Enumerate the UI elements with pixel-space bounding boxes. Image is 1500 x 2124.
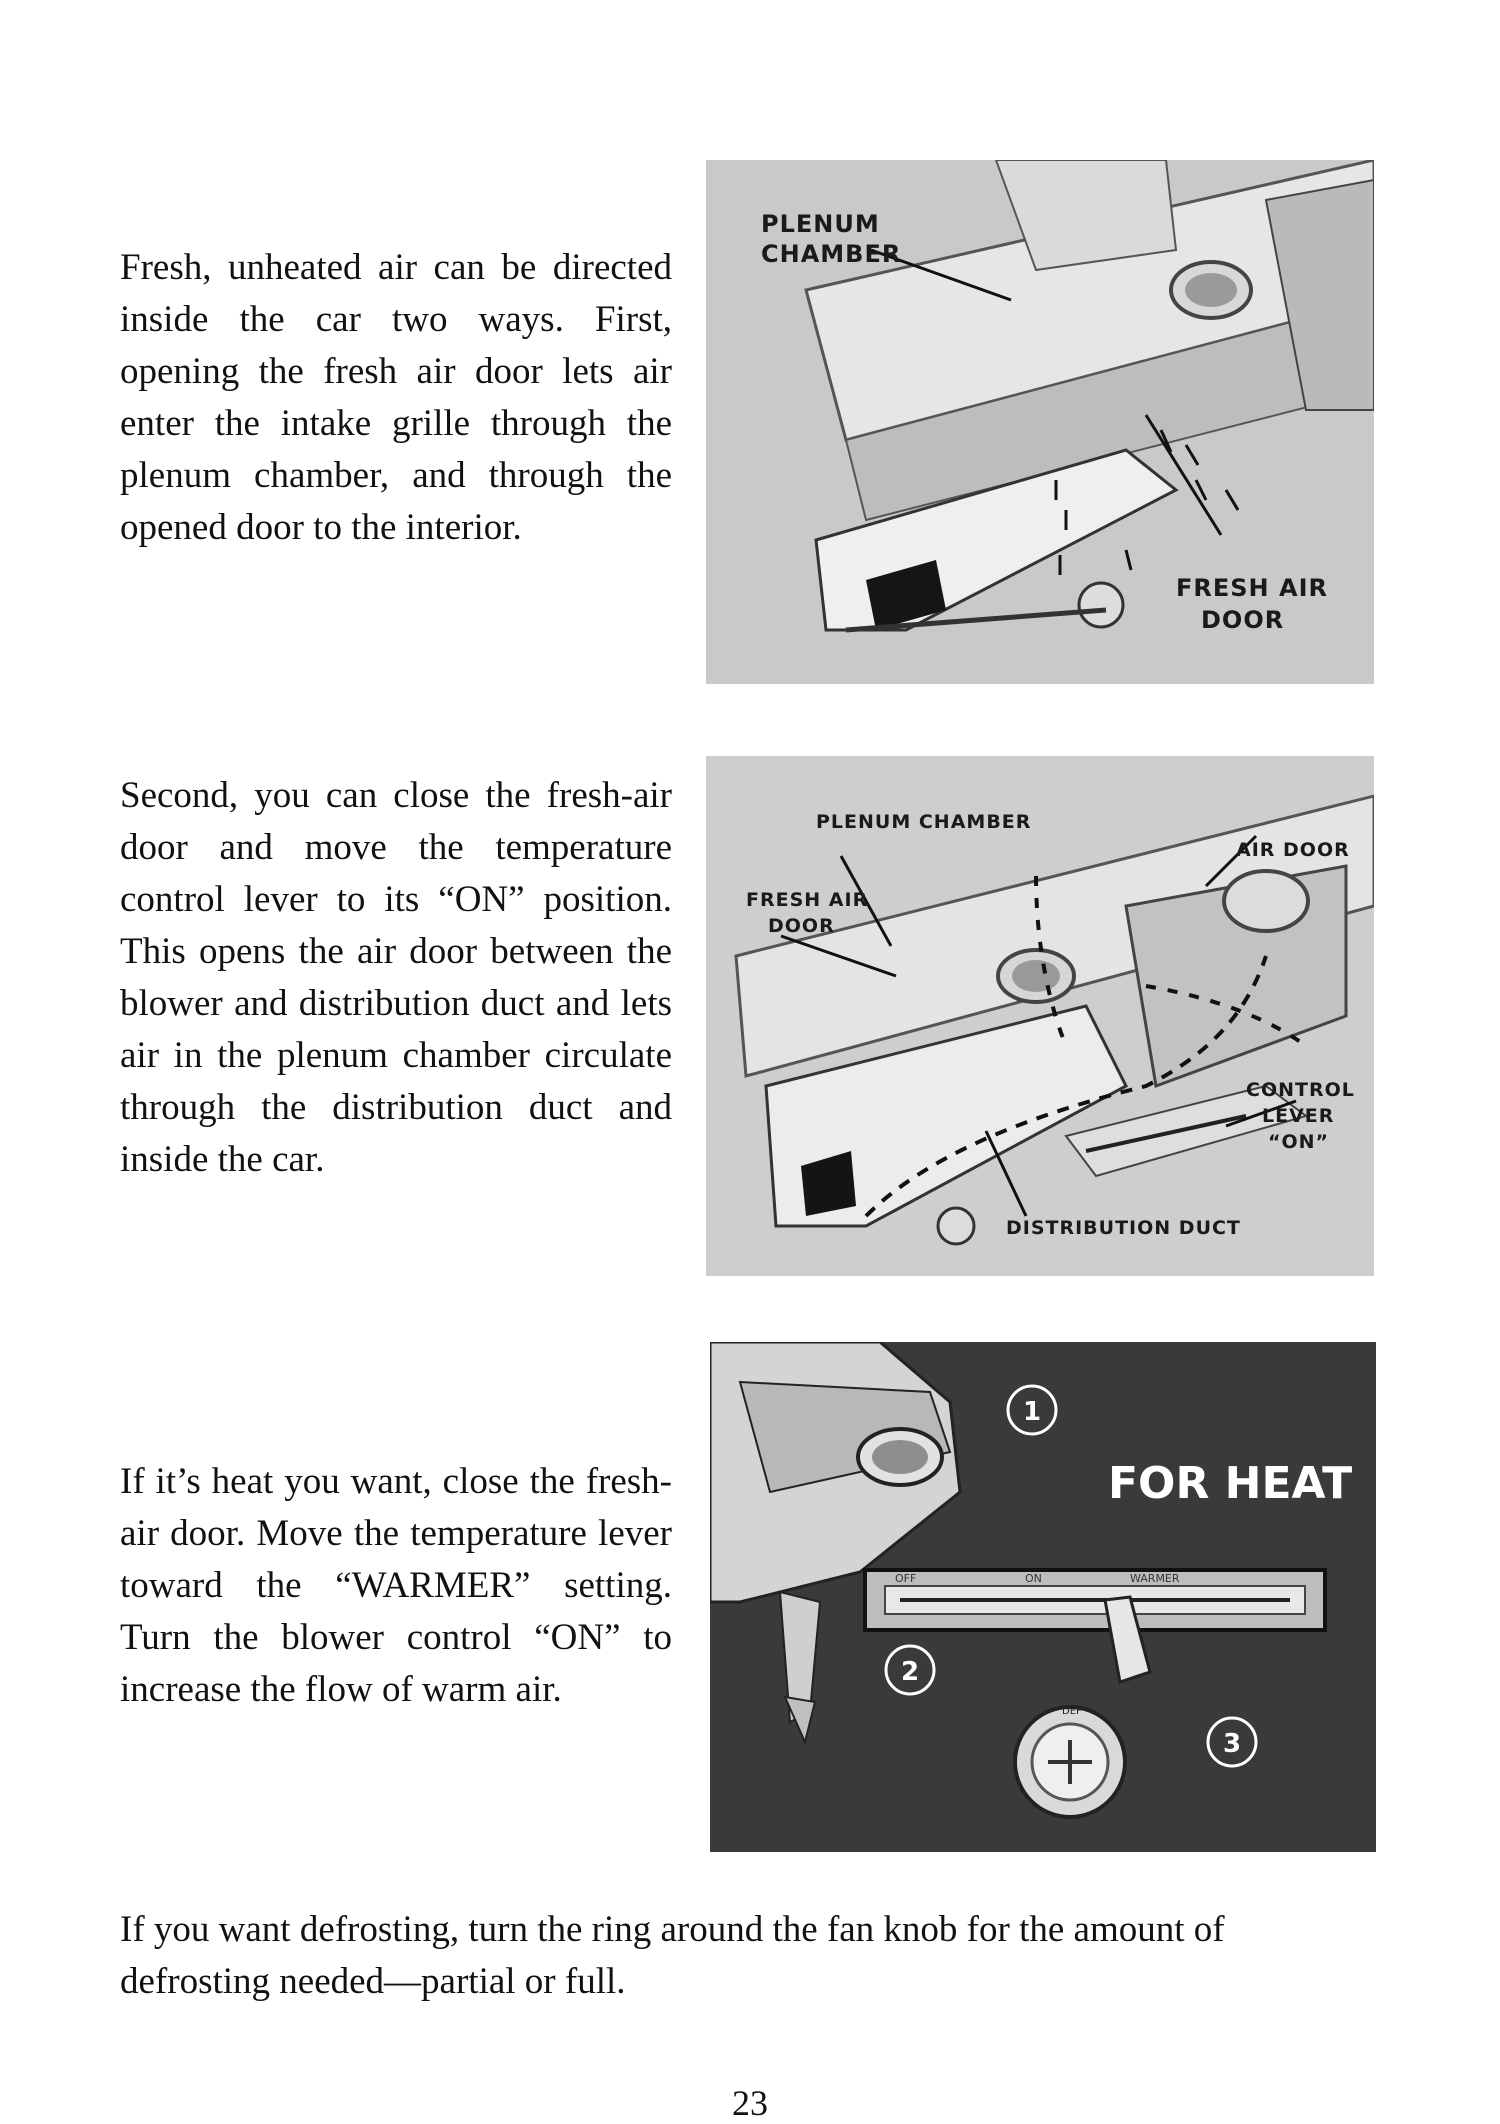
- distribution-duct-diagram: [706, 756, 1374, 1276]
- callout-3-number: 3: [1222, 1729, 1242, 1759]
- paragraph-defrosting: If you want defrosting, turn the ring around the fan knob for the amount of defrosting needed—partial or full.: [120, 1909, 1225, 2002]
- for-heat-title: FOR HEAT: [1108, 1458, 1353, 1509]
- figure-fresh-air-door: [706, 160, 1374, 684]
- label-distribution-duct: DISTRIBUTION DUCT: [1006, 1217, 1241, 1239]
- paragraph-fresh-air: Fresh, unheated air can be directed inside the car two ways. First, opening the fresh air door lets air enter the intake grille through the plenum chamber, and through the opened door to the interior.: [120, 247, 672, 548]
- label-control-line2: LEVER: [1262, 1105, 1335, 1127]
- label-fresh-air-line1: FRESH AIR: [1176, 574, 1328, 602]
- fresh-air-diagram: [706, 160, 1374, 684]
- label-plenum-line1: PLENUM: [761, 210, 880, 238]
- for-heat-panel: [710, 1342, 1376, 1852]
- callout-1-number: 1: [1022, 1397, 1042, 1427]
- callout-2-number: 2: [900, 1657, 920, 1687]
- label-control-line3: “ON”: [1268, 1131, 1330, 1153]
- scale-on-label: ON: [1025, 1572, 1042, 1585]
- scale-off-label: OFF: [895, 1572, 917, 1585]
- label-fresh-air-line2: DOOR: [768, 915, 835, 937]
- label-plenum-line2: CHAMBER: [761, 240, 902, 268]
- paragraph-heat: If it’s heat you want, close the fresh-air door. Move the temperature lever toward the “WARMER” setting. Turn the blower control “ON” to increase the flow of warm air.: [120, 1461, 672, 1710]
- figure-for-heat: [710, 1342, 1376, 1852]
- label-plenum-chamber: PLENUM CHAMBER: [816, 811, 1032, 833]
- scale-warmer-label: WARMER: [1130, 1572, 1180, 1585]
- label-fresh-air-line2: DOOR: [1201, 606, 1285, 634]
- label-air-door: AIR DOOR: [1236, 839, 1350, 861]
- knob-def-label: DEF: [1062, 1706, 1082, 1717]
- page-number: 23: [732, 2083, 768, 2123]
- figure-distribution-duct: [706, 756, 1374, 1276]
- label-control-line1: CONTROL: [1246, 1079, 1355, 1101]
- label-fresh-air-line1: FRESH AIR: [746, 889, 869, 911]
- paragraph-circulation: Second, you can close the fresh-air door and move the temperature control lever to its “ON” position. This opens the air door between the blower and distribution duct and lets air in the plenum chamber circulate through the distribution duct and inside the car.: [120, 775, 672, 1180]
